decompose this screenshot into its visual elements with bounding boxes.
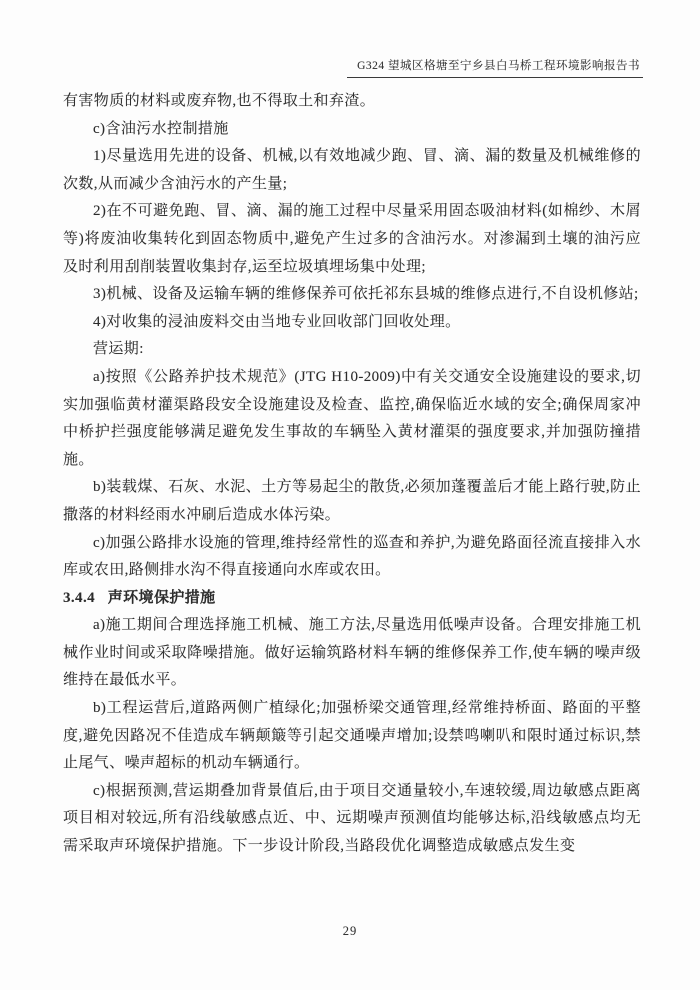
- paragraph: c)含油污水控制措施: [93, 120, 229, 137]
- paragraph: b)装载煤、石灰、水泥、土方等易起尘的散货,必须加蓬覆盖后才能上路行驶,防止撒落的材料经雨水冲刷后造成水体污染。: [63, 479, 641, 523]
- paragraph: c)加强公路排水设施的管理,维持经常性的巡查和养护,为避免路面径流直接排入水库或农田,路侧排水沟不得直接通向水库或农田。: [63, 534, 641, 579]
- paragraph: 4)对收集的浸油废料交由当地专业回收部门回收处理。: [93, 313, 461, 330]
- paragraph: 营运期:: [93, 341, 144, 358]
- section-title: 声环境保护措施: [107, 589, 216, 606]
- document-body: [63, 88, 641, 861]
- page-header: [63, 56, 643, 78]
- paragraph: 2)在不可避免跑、冒、滴、漏的施工过程中尽量采用固态吸油材料(如棉纱、木屑等)将废油收集转化到固态物质中,避免产生过多的含油污水。对渗漏到土壤的油污应及时利用刮削装置收集封存,运至垃圾填埋场集中处理;: [63, 203, 641, 275]
- paragraph: 1)尽量选用先进的设备、机械,以有效地减少跑、冒、滴、漏的数量及机械维修的次数,从而减少含油污水的产生量;: [63, 148, 641, 192]
- section-heading: [63, 585, 641, 613]
- paragraph: b)工程运营后,道路两侧广植绿化;加强桥梁交通管理,经常维持桥面、路面的平整度,避免因路况不佳造成车辆颠簸等引起交通噪声增加;设禁鸣喇叭和限时通过标识,禁止尾气、噪声超标的机动车辆通行。: [63, 700, 641, 772]
- paragraph: a)施工期间合理选择施工机械、施工方法,尽量选用低噪声设备。合理安排施工机械作业时间或采取降噪措施。做好运输筑路材料车辆的维修保养工作,使车辆的噪声级维持在最低水平。: [63, 617, 641, 689]
- paragraph: a)按照《公路养护技术规范》(JTG H10-2009)中有关交通安全设施建设的要求,切实加强临黄材灌渠路段安全设施建设及检查、监控,确保临近水域的安全;确保周家冲中桥护拦强度能够满足避免发生事故的车辆坠入黄材灌渠的强度要求,并加强防撞措施。: [63, 368, 641, 468]
- paragraph: c)根据预测,营运期叠加背景值后,由于项目交通量较小,车速较缓,周边敏感点距离项目相对较远,所有沿线敏感点近、中、远期噪声预测值均能够达标,沿线敏感点均无需采取声环境保护措施。下一步设计阶段,当路段优化调整造成敏感点发生变: [63, 782, 641, 855]
- section-number: 3.4.4: [63, 589, 95, 606]
- page-number: 29: [342, 924, 358, 938]
- paragraph: 3)机械、设备及运输车辆的维修保养可依托祁东县城的维修点进行,不自设机修站;: [93, 286, 639, 303]
- paragraph: 有害物质的材料或废弃物,也不得取土和弃渣。: [63, 93, 376, 109]
- header-title: G324 望城区格塘至宁乡县白马桥工程环境影响报告书: [347, 57, 643, 78]
